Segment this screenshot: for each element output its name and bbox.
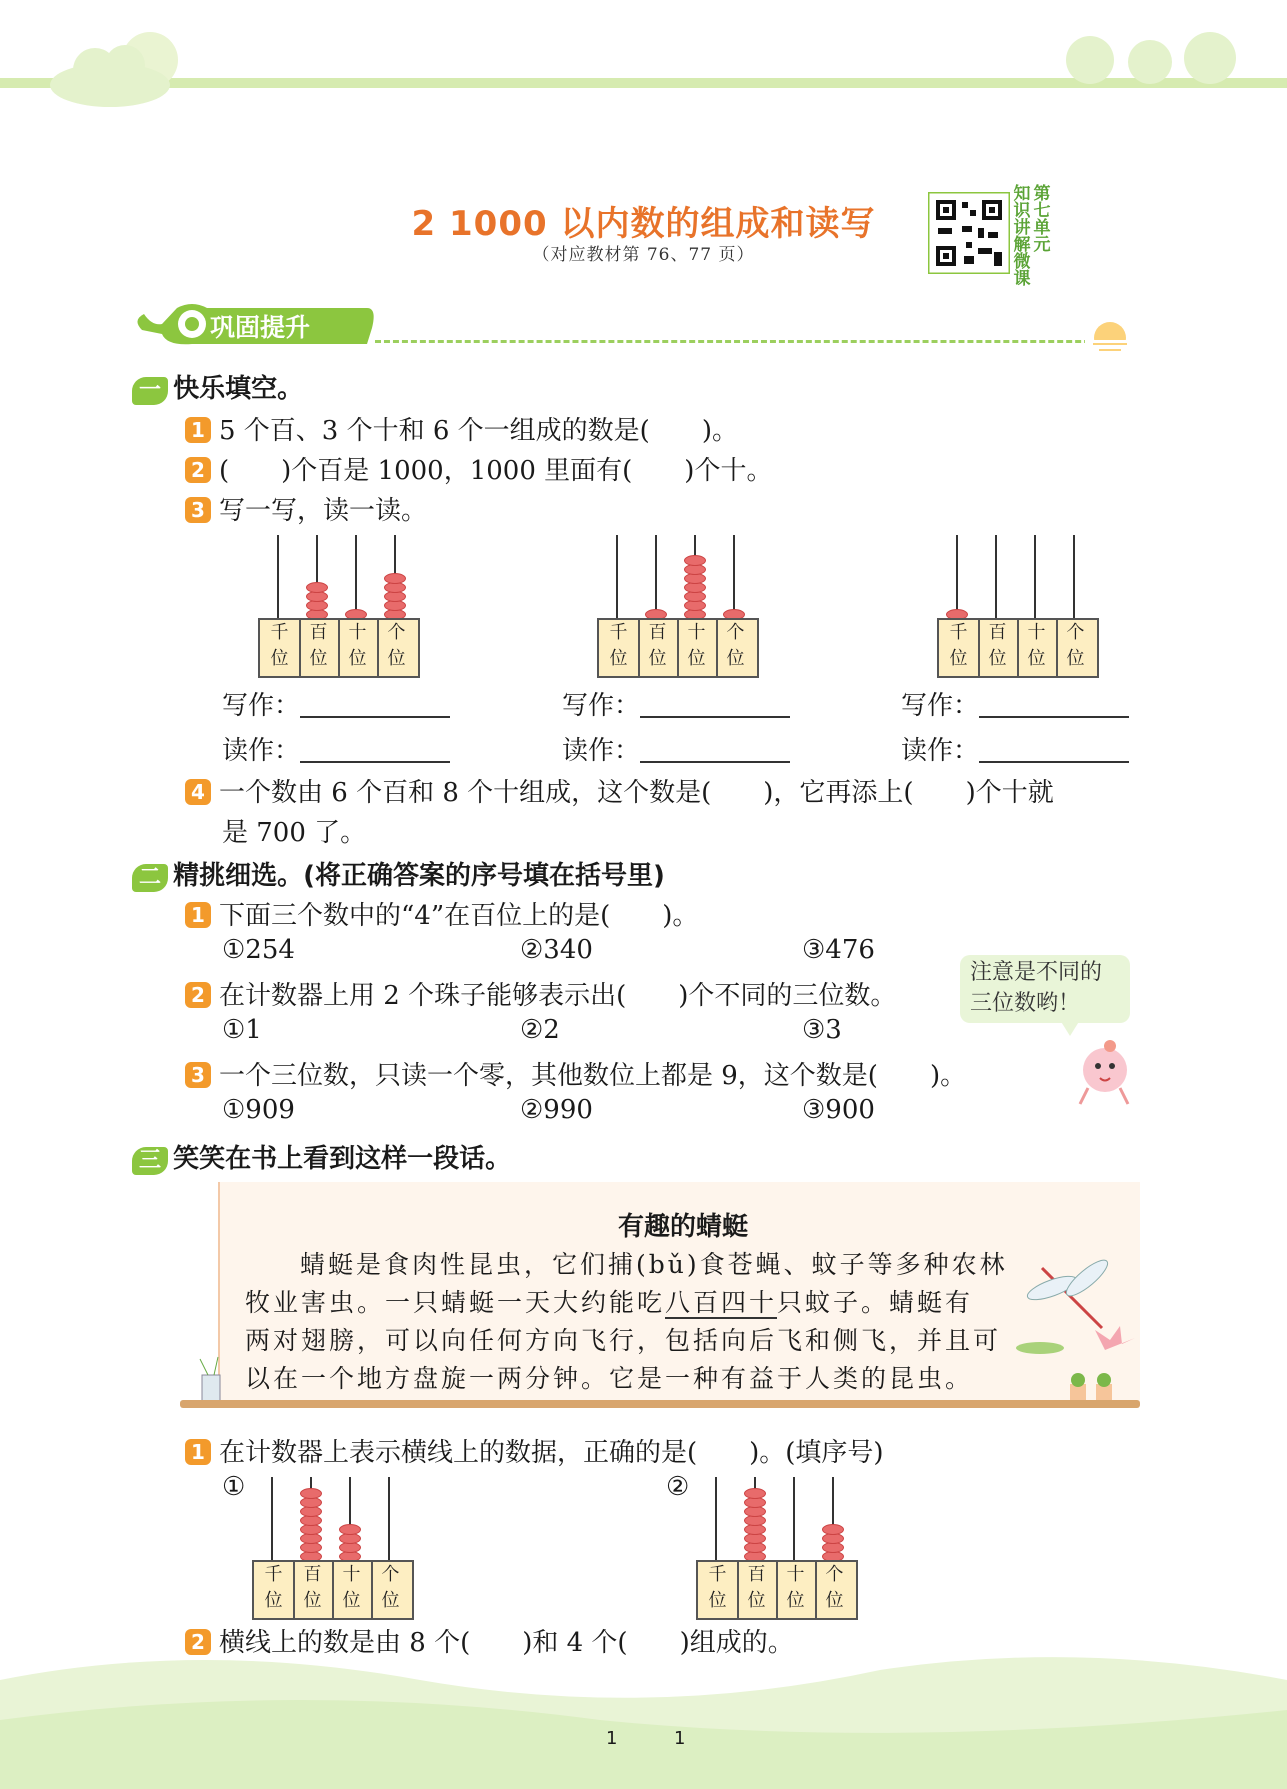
hint-bubble — [960, 955, 1130, 1023]
abacus-base — [696, 1560, 858, 1620]
s1-q1-text: 5 个百、3 个十和 6 个一组成的数是( )。 — [219, 416, 738, 446]
section3-heading — [132, 1138, 511, 1175]
write-label: 写作： — [562, 691, 641, 721]
reading-line-2a: 牧业害虫。一只蜻蜓一天大约能吃 — [245, 1288, 666, 1317]
write-line-1 — [222, 685, 450, 722]
read-label: 读作： — [901, 736, 980, 766]
abacus-rod — [355, 535, 357, 620]
underlined-number: 八百四十 — [665, 1288, 778, 1317]
hint-line-2: 三位数哟！ — [970, 991, 1081, 1016]
s2-q3-option-2[interactable]: ②990 — [520, 1095, 593, 1125]
abacus-1 — [258, 528, 418, 678]
abacus-base — [937, 618, 1099, 678]
q-number: 4 — [185, 779, 211, 805]
s2-q2-text: 在计数器上用 2 个珠子能够表示出( )个不同的三位数。 — [219, 981, 897, 1011]
q-number: 2 — [185, 457, 211, 483]
abacus-rod — [715, 1477, 717, 1562]
abacus-place-label: 十 位 — [776, 1562, 817, 1618]
abacus-place-label: 个 位 — [381, 1564, 400, 1611]
reading-line-3: 两对翅膀，可以向任何方向飞行，包括向后飞和侧飞，并且可 — [245, 1326, 1002, 1355]
abacus-rod — [1034, 535, 1036, 620]
s3-q2-text: 横线上的数是由 8 个( )和 4 个( )组成的。 — [219, 1628, 794, 1658]
shelf — [180, 1400, 1140, 1408]
s2-q2-option-2[interactable]: ②2 — [520, 1015, 560, 1045]
reading-line-2 — [245, 1283, 973, 1319]
reading-line-4: 以在一个地方盘旋一两分钟。它是一种有益于人类的昆虫。 — [245, 1364, 974, 1393]
cloud-sun-icon — [40, 20, 190, 110]
q-number: 2 — [185, 982, 211, 1008]
s1-q2-text: ( )个百是 1000，1000 里面有( )个十。 — [219, 456, 773, 486]
abacus-place-label: 百 位 — [978, 620, 1019, 676]
lotus-icon — [1010, 1320, 1140, 1360]
s1-question-2 — [185, 450, 772, 487]
section3-number: 三 — [132, 1147, 168, 1175]
write-line-2 — [562, 685, 790, 722]
s3-option-2-label[interactable]: ② — [666, 1472, 690, 1502]
abacus-bead — [744, 1488, 766, 1499]
s2-q2-option-1[interactable]: ①1 — [222, 1015, 262, 1045]
s1-q4-line1: 一个数由 6 个百和 8 个十组成，这个数是( )，它再添上( )个十就 — [219, 778, 1054, 808]
s2-q1-option-3[interactable]: ③476 — [802, 935, 875, 965]
abacus-bead — [339, 1524, 361, 1535]
abacus-bead — [384, 573, 406, 584]
abacus-base — [252, 1560, 414, 1620]
section3-title: 笑笑在书上看到这样一段话。 — [173, 1144, 512, 1174]
s2-q3-option-3[interactable]: ③900 — [802, 1095, 875, 1125]
reading-line-1: 蜻蜓是食肉性昆虫，它们捕(bǔ)食苍蝇、蚊子等多种农林 — [300, 1250, 1008, 1279]
abacus-rod — [995, 535, 997, 620]
animal-faces-icon — [1050, 20, 1250, 90]
abacus-place-label: 百 位 — [299, 620, 340, 676]
s1-q3-text: 写一写，读一读。 — [219, 496, 428, 526]
abacus-option-2 — [696, 1470, 856, 1620]
section2-number: 二 — [132, 864, 168, 892]
abacus-2 — [597, 528, 757, 678]
page-title: 2 1000 以内数的组成和读写 — [411, 204, 876, 244]
s2-q1-text: 下面三个数中的“4”在百位上的是( )。 — [219, 901, 699, 931]
s1-question-4 — [185, 772, 1054, 809]
abacus-bead — [306, 582, 328, 593]
answer-blank[interactable] — [300, 694, 450, 718]
abacus-place-label: 个 位 — [825, 1564, 844, 1611]
abacus-place-label: 十 位 — [332, 1562, 373, 1618]
s1-question-3 — [185, 490, 427, 527]
abacus-place-label: 十 位 — [677, 620, 718, 676]
reading-title: 有趣的蜻蜓 — [617, 1212, 748, 1242]
section1-heading — [132, 368, 303, 405]
section2-title: 精挑细选。(将正确答案的序号填在括号里) — [173, 861, 665, 891]
read-line-3 — [901, 730, 1129, 767]
abacus-rod — [277, 535, 279, 620]
banner-label: 巩固提升 — [210, 313, 311, 342]
abacus-rod — [388, 1477, 390, 1562]
reading-line-2b: 只蚊子。蜻蜓有 — [777, 1288, 974, 1317]
read-line-1 — [222, 730, 450, 767]
section1-number: 一 — [132, 377, 168, 405]
abacus-3 — [937, 528, 1097, 678]
abacus-place-label: 千 位 — [599, 620, 640, 676]
q-number: 3 — [185, 497, 211, 523]
answer-blank[interactable] — [640, 739, 790, 763]
write-line-3 — [901, 685, 1129, 722]
abacus-place-label: 千 位 — [260, 620, 301, 676]
s2-q3-option-1[interactable]: ①909 — [222, 1095, 295, 1125]
mascot-icon — [1070, 1030, 1140, 1110]
cactus-pots-icon — [1068, 1370, 1118, 1402]
abacus-place-label: 十 位 — [1017, 620, 1058, 676]
page-number-left: 1 — [606, 1728, 618, 1749]
s1-question-1 — [185, 410, 738, 447]
abacus-rod — [733, 535, 735, 620]
s3-q1-text: 在计数器上表示横线上的数据，正确的是( )。(填序号) — [219, 1438, 884, 1468]
answer-blank[interactable] — [979, 739, 1129, 763]
answer-blank[interactable] — [640, 694, 790, 718]
hint-line-1: 注意是不同的 — [970, 960, 1103, 985]
read-label: 读作： — [222, 736, 301, 766]
write-label: 写作： — [901, 691, 980, 721]
abacus-option-1 — [252, 1470, 412, 1620]
page-subtitle: （对应教材第 76、77 页） — [532, 245, 755, 265]
s3-option-1-label[interactable]: ① — [222, 1472, 246, 1502]
abacus-bead — [822, 1524, 844, 1535]
abacus-place-label: 千 位 — [698, 1562, 739, 1618]
s2-q1-option-2[interactable]: ②340 — [520, 935, 593, 965]
s2-question-2 — [185, 975, 896, 1012]
abacus-place-label: 个 位 — [1066, 622, 1085, 669]
abacus-rod — [655, 535, 657, 620]
read-label: 读作： — [562, 736, 641, 766]
q-number: 1 — [185, 902, 211, 928]
s3-question-1 — [185, 1432, 884, 1469]
answer-blank[interactable] — [300, 739, 450, 763]
page-number-right: 1 — [674, 1728, 686, 1749]
q-number: 3 — [185, 1062, 211, 1088]
write-label: 写作： — [222, 691, 301, 721]
abacus-bead — [300, 1488, 322, 1499]
abacus-rod — [271, 1477, 273, 1562]
q-number: 1 — [185, 417, 211, 443]
abacus-place-label: 个 位 — [387, 622, 406, 669]
qr-caption-right: 第七单元 — [1033, 184, 1051, 255]
qr-caption — [1012, 186, 1062, 288]
abacus-place-label: 千 位 — [939, 620, 980, 676]
abacus-base — [597, 618, 759, 678]
abacus-place-label: 百 位 — [638, 620, 679, 676]
abacus-place-label: 千 位 — [254, 1562, 295, 1618]
s2-question-1 — [185, 895, 698, 932]
answer-blank[interactable] — [979, 694, 1129, 718]
section1-title: 快乐填空。 — [173, 374, 304, 404]
q-number: 1 — [185, 1439, 211, 1465]
section2-heading — [132, 855, 665, 892]
abacus-place-label: 十 位 — [338, 620, 379, 676]
abacus-rod — [1073, 535, 1075, 620]
abacus-rod — [956, 535, 958, 620]
abacus-base — [258, 618, 420, 678]
s1-q4-line2: 是 700 了。 — [222, 818, 367, 848]
sunset-icon — [1085, 310, 1135, 360]
s2-q1-option-1[interactable]: ①254 — [222, 935, 295, 965]
q-number: 2 — [185, 1629, 211, 1655]
s2-q2-option-3[interactable]: ③3 — [802, 1015, 842, 1045]
abacus-place-label: 个 位 — [726, 622, 745, 669]
abacus-bead — [684, 555, 706, 566]
vase-icon — [190, 1355, 235, 1405]
abacus-rod — [616, 535, 618, 620]
s2-question-3 — [185, 1055, 966, 1092]
qr-caption-left: 知识讲解微课 — [1013, 184, 1031, 289]
qr-code-icon[interactable] — [928, 192, 1010, 274]
banner-divider — [375, 340, 1135, 343]
abacus-place-label: 百 位 — [293, 1562, 334, 1618]
s2-q3-text: 一个三位数，只读一个零，其他数位上都是 9，这个数是( )。 — [219, 1061, 967, 1091]
footer-hills — [0, 1640, 1287, 1789]
abacus-rod — [793, 1477, 795, 1562]
abacus-place-label: 百 位 — [737, 1562, 778, 1618]
read-line-2 — [562, 730, 790, 767]
